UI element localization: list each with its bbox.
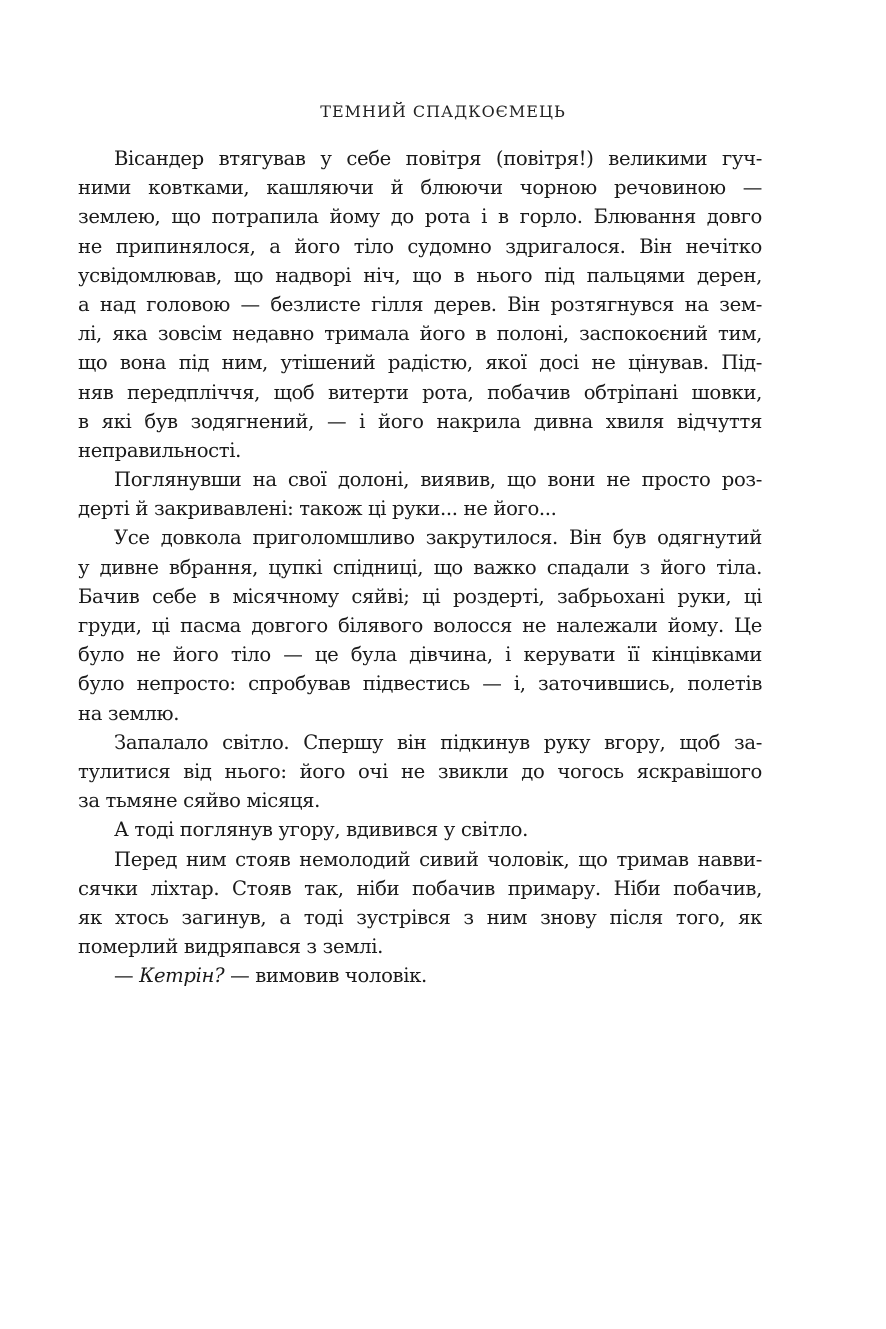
running-head xyxy=(0,100,886,124)
text-line: Перед ним стояв немолодий сивий чоловік, що тримав навви- xyxy=(114,847,762,871)
running-head-word-1: ТЕМНИЙ xyxy=(320,102,407,121)
text-line: а над головою — безлисте гілля дерев. Він розтягнувся на зем- xyxy=(78,292,762,316)
dialogue-dash: — xyxy=(114,964,140,988)
text-line: ними ковтками, кашляючи й блюючи чорною речовиною — xyxy=(78,176,762,200)
text-line: що вона під ним, утішений радістю, якої досі не цінував. Під- xyxy=(78,351,762,375)
text-line: дерті й закривавлені: також ці руки... не його... xyxy=(78,497,557,521)
text-line: Запалало світло. Спершу він підкинув руку вгору, щоб за- xyxy=(114,730,762,754)
text-line: няв передпліччя, щоб витерти рота, побачив обтріпані шовки, xyxy=(78,380,762,404)
dialogue-name: Кетрін? xyxy=(139,964,225,988)
text-line: тулитися від нього: його очі не звикли до чогось яскравішого xyxy=(78,759,762,783)
body-text xyxy=(78,144,762,990)
running-head-word-2: СПАДКОЄМЕЦЬ xyxy=(412,102,566,121)
text-line: було непросто: спробував підвестись — і, заточившись, полетів xyxy=(78,672,762,696)
text-line: землею, що потрапила йому до рота і в горло. Блювання довго xyxy=(78,205,762,229)
text-line: було не його тіло — це була дівчина, і керувати її кінцівками xyxy=(78,643,762,667)
text-line: не припинялося, а його тіло судомно здригалося. Він нечітко xyxy=(78,234,762,258)
text-line: сячки ліхтар. Стояв так, ніби побачив примару. Ніби побачив, xyxy=(78,876,762,900)
text-line: лі, яка зовсім недавно тримала його в полоні, заспокоєний тим, xyxy=(78,322,762,346)
text-line: неправильності. xyxy=(78,438,242,462)
text-line: А тоді поглянув угору, вдивився у світло. xyxy=(114,818,528,842)
text-line: за тьмяне сяйво місяця. xyxy=(78,789,321,813)
dialogue-rest: — вимовив чоловік. xyxy=(224,964,427,988)
text-line: на землю. xyxy=(78,701,180,725)
dialogue-line xyxy=(78,961,762,990)
text-line: Поглянувши на свої долоні, виявив, що вони не просто роз- xyxy=(114,468,762,492)
text-line: померлий видряпався з землі. xyxy=(78,935,384,959)
text-line: у дивне вбрання, цупкі спідниці, що важко спадали з його тіла. xyxy=(78,555,762,579)
text-line: груди, ці пасма довгого білявого волосся не належали йому. Це xyxy=(78,614,762,637)
text-line: в які був зодягнений, — і його накрила дивна хвиля відчуття xyxy=(78,409,762,433)
text-line: як хтось загинув, а тоді зустрівся з ним знову після того, як xyxy=(78,905,762,929)
text-line: Вісандер втягував у себе повітря (повітря!) великими гуч- xyxy=(114,147,762,170)
text-line: Бачив себе в місячному сяйві; ці роздерті, забрьохані руки, ці xyxy=(78,584,762,608)
text-line: Усе довкола приголомшливо закрутилося. Він був одягнутий xyxy=(114,526,762,550)
text-line: усвідомлював, що надворі ніч, що в нього під пальцями дерен, xyxy=(78,263,762,287)
